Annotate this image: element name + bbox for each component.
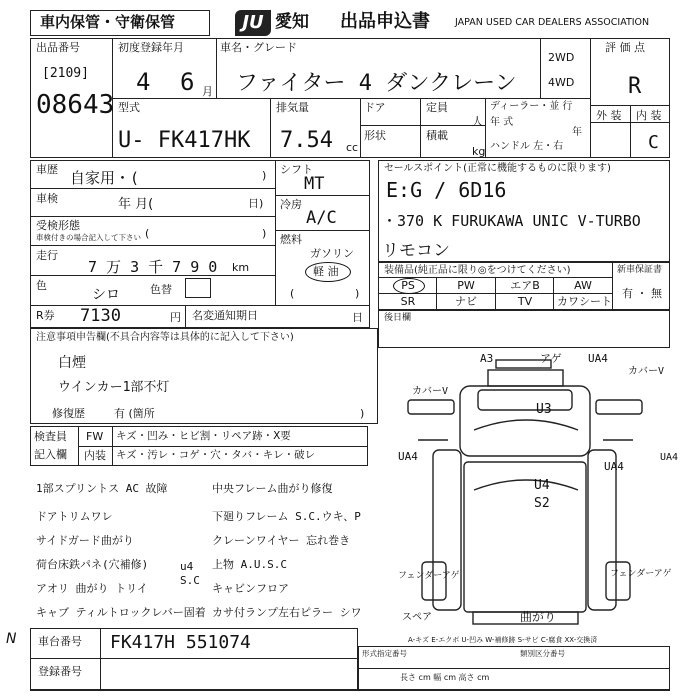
car-name: ファイター 4 ダンクレーン bbox=[236, 71, 517, 96]
handle-label: ハンドル 左・右 bbox=[490, 141, 564, 152]
door-label: ドア bbox=[364, 101, 386, 114]
mileage-label: 走行 bbox=[36, 249, 58, 262]
diagram-label-ua4-far: UA4 bbox=[660, 452, 679, 463]
diagram-label-spare: スペア bbox=[402, 612, 432, 623]
fuel-paren-left: ( bbox=[290, 287, 295, 300]
history-close: ) bbox=[262, 169, 267, 182]
notice-unit: 日 bbox=[352, 311, 363, 324]
remark-mark-u4: u4 bbox=[180, 560, 194, 573]
inspector-label-2: 記入欄 bbox=[34, 448, 67, 461]
remark-item: サイドガード曲がり bbox=[36, 534, 134, 547]
drive-2wd: 2WD bbox=[548, 51, 575, 64]
diagram-label-ua4-left: UA4 bbox=[398, 450, 418, 463]
drive-4wd: 4WD bbox=[548, 76, 575, 89]
ac-label: 冷房 bbox=[280, 198, 302, 211]
fuel-paren-right: ) bbox=[355, 287, 360, 300]
notes-line-1: 白煙 bbox=[58, 355, 86, 371]
diagram-label-a3: A3 bbox=[480, 352, 494, 365]
recycle-unit: 円 bbox=[170, 311, 181, 324]
capacity-unit: 人 bbox=[472, 115, 483, 128]
equipment-item: AW bbox=[574, 279, 592, 292]
equipment-item: PS bbox=[401, 279, 415, 292]
lot-label: 出品番号 bbox=[36, 41, 80, 54]
ac-value: A/C bbox=[306, 208, 337, 228]
form-title: 出品申込書 bbox=[340, 11, 430, 32]
repair-label: 修復歴 bbox=[52, 407, 85, 420]
inspector-row2: キズ・汚レ・コゲ・穴・タバ・キレ・破レ bbox=[116, 449, 316, 461]
diagram-label-ua4-right: UA4 bbox=[604, 460, 624, 473]
diagram-legend: A-キズ E-エクボ U-凹み W-補修跡 S-サビ C-腐食 XX-交換済 bbox=[408, 636, 598, 644]
remark-mark-sc: S.C bbox=[180, 574, 200, 587]
interior-label: 内 装 bbox=[636, 109, 662, 122]
dealer-label: ディーラー・並 行 bbox=[490, 101, 573, 112]
remark-item: 上物 A.U.S.C bbox=[212, 558, 287, 571]
diagram-label-ua4-top: UA4 bbox=[588, 352, 608, 365]
history-value: 自家用・( bbox=[70, 169, 140, 187]
recycle-label: R券 bbox=[36, 309, 55, 322]
logo-region: 愛知 bbox=[275, 12, 309, 32]
diagram-label-cover-right: カバーV bbox=[628, 366, 665, 377]
remark-item: アオリ 曲がり トリイ bbox=[36, 582, 148, 595]
equipment-item: TV bbox=[517, 295, 533, 308]
size-label: 長さ cm 幅 cm 高さ cm bbox=[400, 673, 490, 682]
side-mark: N bbox=[6, 631, 17, 647]
inspection-label: 車検 bbox=[36, 192, 58, 205]
inspection-value: 年 月( bbox=[118, 197, 154, 212]
color-no-box bbox=[185, 278, 211, 298]
color-no-label: 色替 bbox=[150, 283, 172, 296]
diagram-label-fender-right: フェンダーアゲ bbox=[610, 569, 672, 579]
model-value: U- FK417HK bbox=[118, 128, 251, 153]
mileage-value: 7 万 3 千 7 9 0 bbox=[88, 258, 218, 276]
diagram-label-bent: 曲がり bbox=[520, 610, 557, 624]
new-car-label: 新車保証書 bbox=[617, 265, 663, 275]
lot-number: 08643 bbox=[36, 90, 115, 120]
selling-label: セールスポイント(正常に機能するものに限ります) bbox=[384, 163, 611, 174]
remark-item: クレーンワイヤー 忘れ巻き bbox=[212, 534, 351, 547]
grade-value: R bbox=[628, 74, 642, 99]
name-label: 車名・グレード bbox=[220, 41, 297, 54]
fuel-value-2: 軽 油 bbox=[313, 265, 339, 278]
exterior-label: 外 装 bbox=[596, 109, 622, 122]
equipment-label: 装備品(純正品に限り◎をつけてください) bbox=[384, 265, 571, 276]
diagram-label-age: アゲ bbox=[540, 352, 562, 365]
selling-line-3: リモコン bbox=[382, 241, 450, 261]
notes-line-2: ウインカー1部不灯 bbox=[58, 380, 170, 395]
fuel-label: 燃料 bbox=[280, 233, 302, 246]
selling-line-2: ・370 K FURUKAWA UNIC V-TURBO bbox=[382, 212, 641, 230]
load-label: 積載 bbox=[426, 129, 448, 142]
receipt-value: ( bbox=[145, 227, 150, 240]
remark-item: キャブ ティルトロックレバー固着 bbox=[36, 606, 206, 619]
shift-value: MT bbox=[304, 174, 325, 194]
diagram-label-u4: U4 bbox=[534, 478, 550, 493]
shift-label: シフト bbox=[280, 163, 313, 176]
shape-code-label: 形式指定番号 bbox=[362, 649, 407, 658]
equipment-item: カワシート bbox=[557, 295, 612, 308]
remark-item: カサ付ランプ左右ピラー シワ bbox=[212, 606, 362, 619]
remark-item: 中央フレーム曲がり修復 bbox=[212, 482, 333, 495]
fuel-value: ガソリン bbox=[310, 247, 354, 260]
notice-label: 名変通知期日 bbox=[192, 309, 258, 322]
equipment-item: SR bbox=[400, 295, 416, 308]
year-label: 年 式 bbox=[490, 117, 514, 128]
inspector-row1: キズ・凹み・ヒビ割・リペア跡・X要 bbox=[116, 430, 291, 442]
class-code-label: 類別区分番号 bbox=[520, 649, 565, 658]
receipt-close: ) bbox=[262, 227, 267, 240]
ju-logo: JU bbox=[235, 10, 271, 36]
inspector-row2-head: 内装 bbox=[84, 449, 106, 462]
load-unit: kg bbox=[472, 145, 486, 158]
reg-month: 6 bbox=[180, 68, 195, 96]
chassis-label: 車台番号 bbox=[38, 635, 82, 648]
storage-label: 車内保管・守衛保管 bbox=[40, 13, 176, 31]
remark-item: キャビンフロア bbox=[212, 582, 289, 595]
diagram-label-u3: U3 bbox=[536, 402, 552, 417]
remark-item: 1部スプリントス AC 故障 bbox=[36, 482, 168, 495]
afterword-frame bbox=[378, 310, 670, 348]
selling-line-1: E:G / 6D16 bbox=[386, 178, 507, 202]
model-label: 型式 bbox=[118, 101, 140, 114]
mileage-unit: km bbox=[232, 261, 250, 274]
reg-year: 4 bbox=[136, 68, 151, 96]
grade-label: 評 価 点 bbox=[605, 41, 645, 54]
equipment-item: エアB bbox=[510, 279, 540, 292]
receipt-note: 車検付きの場合記入して下さい bbox=[36, 233, 141, 242]
remark-item: 下廻りフレーム S.C.ウキ、P bbox=[212, 510, 361, 523]
diagram-label-fender-left: フェンダーアゲ bbox=[398, 571, 460, 581]
displacement-label: 排気量 bbox=[276, 101, 309, 114]
repair-close: ) bbox=[360, 407, 365, 420]
displacement-unit: cc bbox=[346, 141, 359, 154]
association-name: JAPAN USED CAR DEALERS ASSOCIATION bbox=[455, 17, 650, 28]
shape-label: 形状 bbox=[364, 129, 386, 142]
new-car-value: 有 ・ 無 bbox=[622, 287, 662, 300]
receipt-label: 受検形態 bbox=[36, 219, 80, 232]
displacement-value: 7.54 bbox=[280, 128, 333, 153]
history-label: 車歴 bbox=[36, 163, 58, 176]
diagram-label-cover-left: カバーV bbox=[412, 386, 449, 397]
capacity-label: 定員 bbox=[426, 101, 448, 114]
inspector-row1-head: FW bbox=[86, 430, 104, 443]
month-suffix: 月 bbox=[202, 85, 213, 98]
repair-value: 有 (箇所 bbox=[114, 407, 155, 420]
notes-label: 注意事項申告欄(不具合内容等は具体的に記入して下さい) bbox=[36, 332, 294, 343]
year-unit: 年 bbox=[572, 127, 582, 138]
remark-item: ドアトリムワレ bbox=[36, 510, 113, 523]
inspection-day: 日) bbox=[248, 197, 264, 210]
inspector-label: 検査員 bbox=[34, 430, 67, 443]
ps-circle bbox=[393, 278, 425, 294]
reg-label: 初度登録年月 bbox=[118, 41, 184, 54]
lot-bracket: [2109] bbox=[42, 66, 89, 81]
recycle-value: 7130 bbox=[80, 306, 121, 326]
equipment-item: ナビ bbox=[455, 295, 477, 308]
color-value: シロ bbox=[92, 287, 120, 303]
equipment-item: PW bbox=[457, 279, 475, 292]
registration-label: 登録番号 bbox=[38, 665, 82, 678]
remark-item: 荷台床鉄パネ(穴補修) bbox=[36, 558, 149, 571]
diagram-label-s2: S2 bbox=[534, 496, 550, 511]
afterword-label: 後日欄 bbox=[384, 313, 412, 323]
color-label: 色 bbox=[36, 279, 47, 292]
interior-value: C bbox=[648, 132, 659, 153]
chassis-value: FK417H 551074 bbox=[110, 632, 251, 653]
